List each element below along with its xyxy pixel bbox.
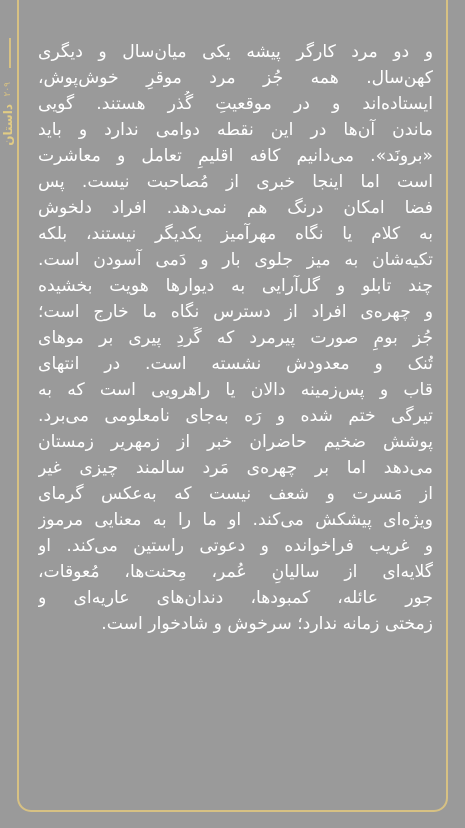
- text-line: فضا امکان درنگ هم نمی‌دهد. افراد دلخوش: [38, 198, 433, 218]
- text-line: و دو مرد کارگر پیشه یکی میان‌سال و دیگری: [38, 42, 433, 62]
- text-line: تُنک و معدودش نشسته است. در انتهای: [38, 354, 433, 374]
- sidebar-divider-line: [9, 38, 11, 68]
- text-line: «برونَد». می‌دانیم کافه اقلیمِ تعامل و معاشرت: [38, 146, 433, 166]
- text-line: به کلام یا نگاه مهرآمیز یکدیگر نیستند، بلکه: [38, 224, 433, 244]
- text-line: قاب و پس‌زمینه دالان یا راهرویی است که به: [38, 380, 433, 400]
- page-number: ۲۰۹: [3, 82, 13, 97]
- text-line: ویژه‌ای پیشکش می‌کند. او ما را به معنایی مرموز: [38, 510, 433, 530]
- text-line: و چهره‌ی افراد از دسترس نگاه ما خارج است؛: [38, 302, 433, 322]
- text-line: جُز بومِ صورت پیرمرد که گَردِ پیری بر موهای: [38, 328, 433, 348]
- text-line: و غریب فراخوانده و دعوتی راستین می‌کند. او: [38, 536, 433, 556]
- text-line: چند تابلو و گل‌آرایی به دیوارها هویت بخشیده: [38, 276, 433, 296]
- sidebar: [3, 38, 17, 158]
- text-line: ماندن آن‌ها در این نقطه دوامی ندارد و باید: [38, 120, 433, 140]
- text-line: می‌دهد اما بر چهره‌ی مَرد سالمند چیزی غیر: [38, 458, 433, 478]
- magazine-logo: داستان: [1, 104, 15, 146]
- text-line: است اما اینجا خبری از مُصاحبت نیست. پس: [38, 172, 433, 192]
- text-line: زمختی زمانه ندارد؛ سرخوش و شادخوار است.: [101, 614, 433, 634]
- text-line: پوشش ضخیم حاضران خبر از زمهریر زمستان: [38, 432, 433, 452]
- text-line: گلایه‌ای از سالیانِ عُمر، مِحنت‌ها، مُعوقات،: [38, 562, 433, 582]
- text-line: جور عائله، کمبودها، دندان‌های عاریه‌ای و: [38, 588, 433, 608]
- text-line: تیرگی ختم شده و رَه به‌جای نامعلومی می‌برد.: [38, 406, 433, 426]
- text-line: تکیه‌شان به میز جلوی بار و دَمی آسودن است.: [38, 250, 433, 270]
- text-line: ایستاده‌اند و در موقعیتِ گُذر هستند. گویی: [38, 94, 433, 114]
- article-body: [38, 39, 433, 637]
- text-line: کهن‌سال. همه جُز مرد موقرِ خوش‌پوش،: [38, 68, 433, 88]
- text-line: از مَسرت و شعف نیست که به‌عکس گرمای: [38, 484, 433, 504]
